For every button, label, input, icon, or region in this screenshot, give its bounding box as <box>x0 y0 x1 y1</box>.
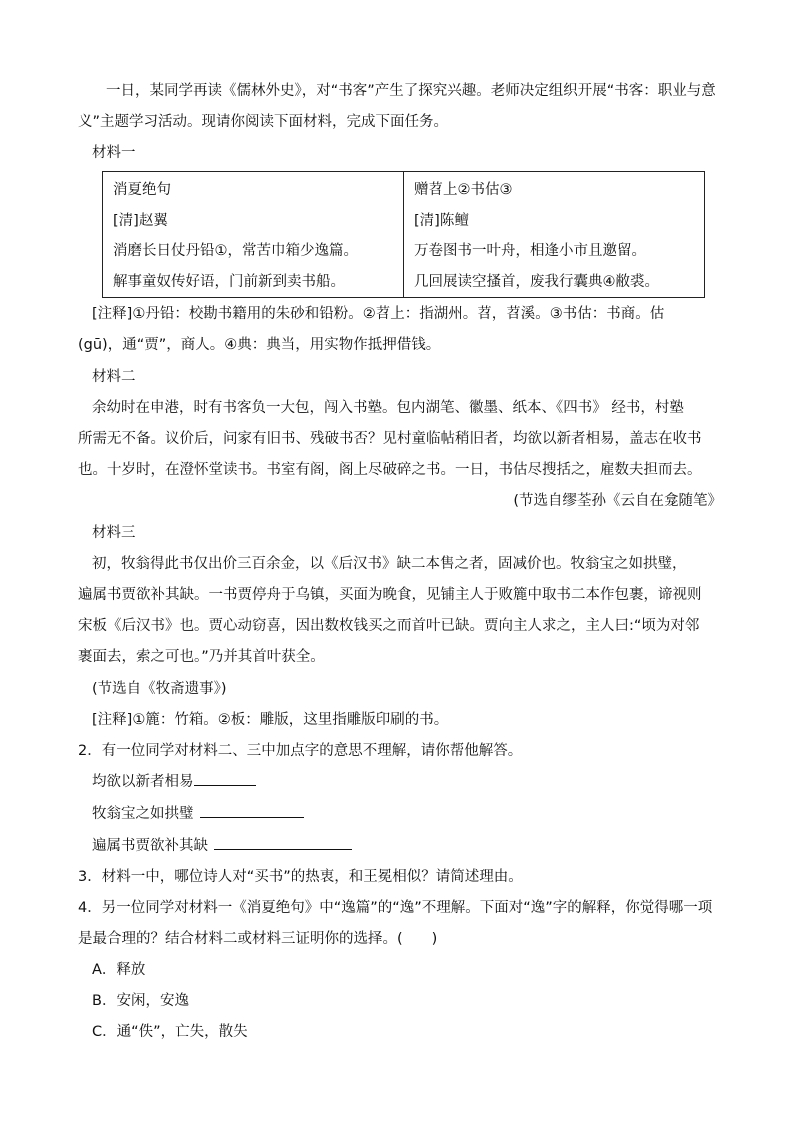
material3-line-3: 宋板《后汉书》也。贾心动窃喜，因出数枚钱买之而首叶已缺。贾向主人求之，主人曰:“顷为对邻 <box>78 618 700 634</box>
poems-table <box>102 171 705 298</box>
poem-left-line-2: 解事童奴传好语，门前新到卖书船。 <box>113 273 345 290</box>
material3-line-4: 裹面去，索之可也。”乃并其首叶获全。 <box>78 649 325 665</box>
question-4-line-2: 是最合理的？结合材料二或材料三证明你的选择。( ) <box>78 931 438 947</box>
material1-label: 材料一 <box>92 145 136 161</box>
q2-item-1 <box>92 767 740 798</box>
material3-note: [注释]①簏：竹箱。②板：雕版，这里指雕版印刷的书。 <box>92 712 449 728</box>
poem-right <box>404 172 705 298</box>
material2-label: 材料二 <box>92 369 136 385</box>
q2-item-2 <box>92 799 740 830</box>
q2-answer-blank-1[interactable] <box>194 767 256 786</box>
q4-option-a[interactable]: A．释放 <box>92 962 146 978</box>
material2-line-1: 余幼时在申港，时有书客负一大包，闯入书塾。包内湖笔、徽墨、纸本、《四书》 经书，村塾 <box>92 400 684 416</box>
material2-source: (节选自缪荃孙《云自在龛随笔》 <box>513 493 722 509</box>
poem-right-title: 赠苕上②书估③ <box>414 182 513 198</box>
material2-line-3: 也。十岁时，在澄怀堂读书。书室有阁，阁上尽破碎之书。一日，书估尽搜括之，雇数夫担而去。 <box>78 462 702 478</box>
question-4-line-1: 4．另一位同学对材料一《消夏绝句》中“逸篇”的“逸”不理解。下面对“逸”字的解释，你觉得哪一项 <box>78 900 713 916</box>
poem-right-author: [清]陈鳣 <box>414 212 469 229</box>
poem-left-author: [清]赵翼 <box>113 212 168 229</box>
poem-left-title: 消夏绝句 <box>113 182 171 198</box>
poem-right-line-2: 几回展读空搔首，废我行囊典④敝裘。 <box>414 273 659 290</box>
material1-note-1: [注释]①丹铅：校勘书籍用的朱砂和铅粉。②苕上：指湖州。苕，苕溪。③书估：书商。估 <box>92 306 665 322</box>
material2-line-2: 所需无不备。议价后，问家有旧书、残破书否？见村童临帖稍旧者，均欲以新者相易，盖志在收书 <box>78 431 702 447</box>
intro-line-1: 一日，某同学再读《儒林外史》，对“书客”产生了探究兴趣。老师决定组织开展“书客：职业与意 <box>106 83 716 99</box>
question-2: 2．有一位同学对材料二、三中加点字的意思不理解，请你帮他解答。 <box>78 743 523 759</box>
material1-note-2: (gū)，通“贾”，商人。④典：典当，用实物作抵押借钱。 <box>78 337 441 353</box>
q4-option-c[interactable]: C．通“佚”，亡失，散失 <box>92 1024 248 1040</box>
q2-answer-blank-2[interactable] <box>200 799 304 818</box>
q2-item-3 <box>92 831 740 862</box>
poem-right-line-1: 万卷图书一叶舟，相逢小市且邀留。 <box>414 243 646 259</box>
q2-item-1-text: 均欲以新者相易 <box>92 774 194 790</box>
poem-left-line-1: 消磨长日仗丹铅①，常苦巾箱少逸篇。 <box>113 243 358 259</box>
question-3: 3．材料一中，哪位诗人对“买书”的热衷，和王冕相似？请简述理由。 <box>78 869 523 885</box>
material3-source: (节选自《牧斋遗事》) <box>92 681 227 697</box>
poem-left <box>103 172 404 298</box>
q2-item-2-text: 牧翁宝之如拱璧 <box>92 806 194 822</box>
q4-option-b[interactable]: B．安闲，安逸 <box>92 993 189 1009</box>
material3-line-2: 遍属书贾欲补其缺。一书贾停舟于乌镇，买面为晚食，见铺主人于败簏中取书二本作包裹，谛视则 <box>78 587 702 603</box>
q2-item-3-text: 遍属书贾欲补其缺 <box>92 838 208 854</box>
q2-answer-blank-3[interactable] <box>214 831 352 850</box>
material3-label: 材料三 <box>92 525 136 541</box>
material3-line-1: 初，牧翁得此书仅出价三百余金，以《后汉书》缺二本售之者，固减价也。牧翁宝之如拱璧， <box>92 556 687 572</box>
intro-line-2: 义”主题学习活动。现请你阅读下面材料，完成下面任务。 <box>78 114 449 130</box>
